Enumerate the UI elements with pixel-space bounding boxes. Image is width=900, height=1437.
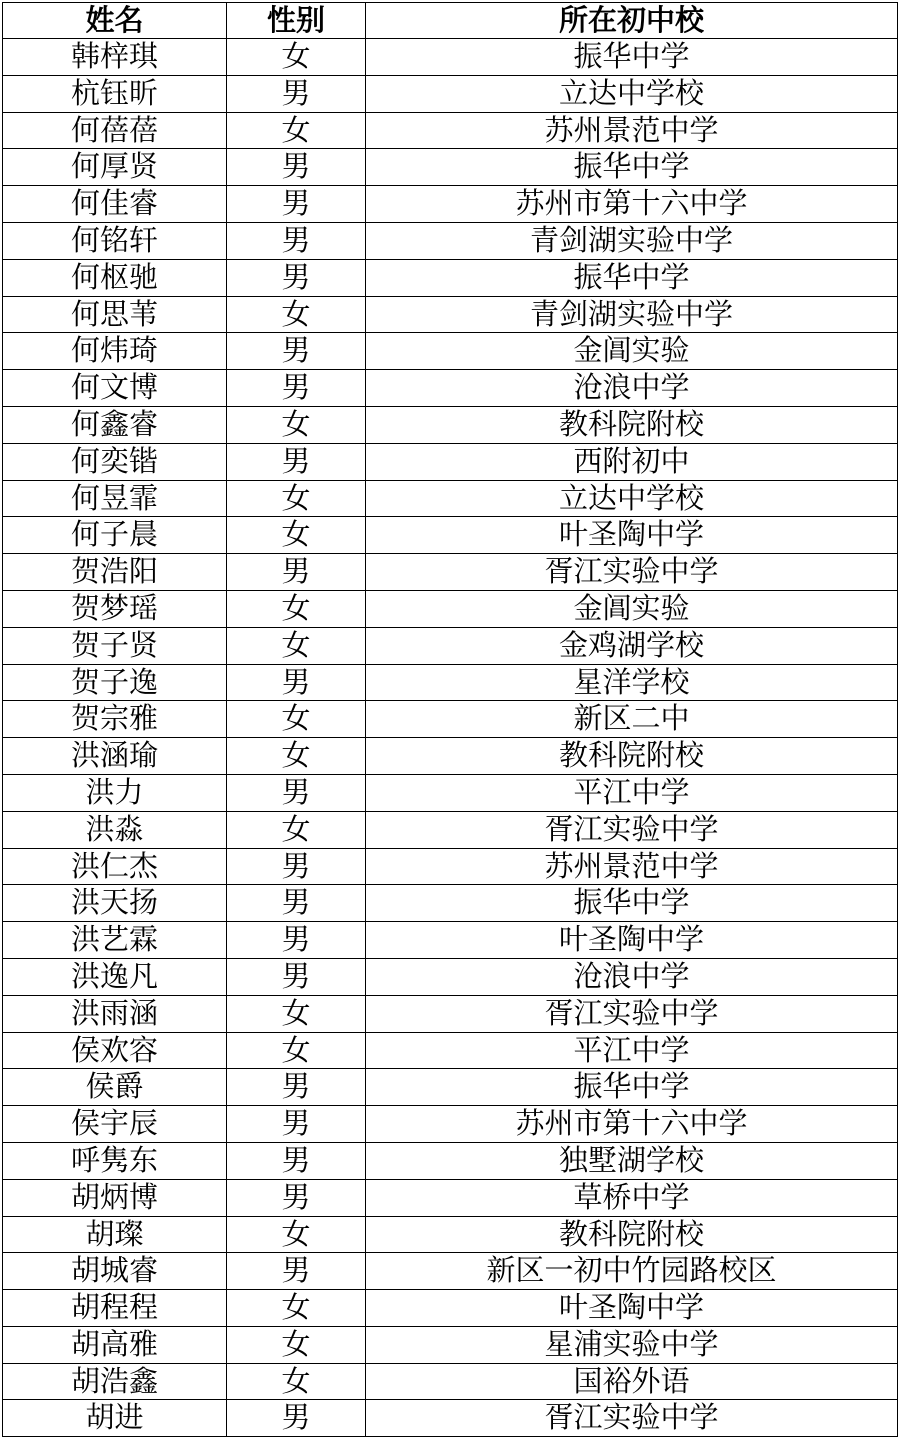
cell-name: 胡炳博 (3, 1179, 227, 1216)
cell-name: 何枢驰 (3, 259, 227, 296)
table-row (3, 1179, 898, 1216)
cell-name: 胡程程 (3, 1290, 227, 1327)
header-school: 所在初中校 (366, 3, 898, 39)
cell-gender: 男 (227, 1400, 366, 1437)
cell-school: 教科院附校 (366, 738, 898, 775)
cell-name: 韩梓琪 (3, 39, 227, 76)
cell-gender: 女 (227, 39, 366, 76)
cell-name: 何文博 (3, 370, 227, 407)
cell-name: 何思苇 (3, 296, 227, 333)
table-row (3, 738, 898, 775)
cell-gender: 男 (227, 958, 366, 995)
cell-school: 振华中学 (366, 149, 898, 186)
header-gender: 性别 (227, 3, 366, 39)
table-row (3, 958, 898, 995)
cell-gender: 男 (227, 1179, 366, 1216)
table-row (3, 1400, 898, 1437)
cell-school: 草桥中学 (366, 1179, 898, 1216)
cell-name: 何厚贤 (3, 149, 227, 186)
table-row (3, 554, 898, 591)
table-row (3, 1069, 898, 1106)
cell-gender: 男 (227, 149, 366, 186)
cell-name: 何子晨 (3, 517, 227, 554)
cell-school: 金阊实验 (366, 590, 898, 627)
cell-gender: 女 (227, 1363, 366, 1400)
table-row (3, 333, 898, 370)
cell-school: 独墅湖学校 (366, 1142, 898, 1179)
cell-gender: 男 (227, 1069, 366, 1106)
cell-gender: 女 (227, 480, 366, 517)
cell-school: 教科院附校 (366, 406, 898, 443)
cell-gender: 男 (227, 554, 366, 591)
cell-gender: 女 (227, 112, 366, 149)
cell-gender: 女 (227, 738, 366, 775)
cell-name: 洪仁杰 (3, 848, 227, 885)
cell-school: 星浦实验中学 (366, 1326, 898, 1363)
cell-school: 国裕外语 (366, 1363, 898, 1400)
table-row (3, 811, 898, 848)
cell-gender: 男 (227, 222, 366, 259)
cell-name: 洪逸凡 (3, 958, 227, 995)
cell-school: 胥江实验中学 (366, 554, 898, 591)
cell-name: 呼隽东 (3, 1142, 227, 1179)
cell-school: 苏州景范中学 (366, 848, 898, 885)
student-table (2, 2, 898, 1437)
cell-name: 侯爵 (3, 1069, 227, 1106)
table-row (3, 1032, 898, 1069)
cell-name: 洪雨涵 (3, 995, 227, 1032)
cell-gender: 男 (227, 443, 366, 480)
cell-school: 苏州市第十六中学 (366, 186, 898, 223)
cell-name: 贺浩阳 (3, 554, 227, 591)
cell-name: 贺梦瑶 (3, 590, 227, 627)
cell-name: 何铭轩 (3, 222, 227, 259)
cell-name: 胡璨 (3, 1216, 227, 1253)
table-row (3, 922, 898, 959)
cell-name: 胡高雅 (3, 1326, 227, 1363)
cell-name: 洪淼 (3, 811, 227, 848)
cell-name: 贺子逸 (3, 664, 227, 701)
cell-name: 杭钰昕 (3, 75, 227, 112)
table-row (3, 1142, 898, 1179)
header-row (3, 3, 898, 39)
cell-name: 贺宗雅 (3, 701, 227, 738)
cell-school: 沧浪中学 (366, 958, 898, 995)
cell-name: 何炜琦 (3, 333, 227, 370)
cell-name: 何佳睿 (3, 186, 227, 223)
table-row (3, 1326, 898, 1363)
cell-school: 沧浪中学 (366, 370, 898, 407)
cell-gender: 男 (227, 186, 366, 223)
cell-school: 青剑湖实验中学 (366, 296, 898, 333)
table-row (3, 995, 898, 1032)
cell-gender: 男 (227, 75, 366, 112)
table-row (3, 370, 898, 407)
table-row (3, 186, 898, 223)
cell-gender: 女 (227, 590, 366, 627)
cell-gender: 男 (227, 664, 366, 701)
table-row (3, 1106, 898, 1143)
cell-gender: 男 (227, 370, 366, 407)
cell-gender: 女 (227, 995, 366, 1032)
cell-name: 何鑫睿 (3, 406, 227, 443)
table-row (3, 774, 898, 811)
table-row (3, 259, 898, 296)
cell-school: 星洋学校 (366, 664, 898, 701)
cell-school: 平江中学 (366, 774, 898, 811)
cell-school: 叶圣陶中学 (366, 922, 898, 959)
cell-gender: 女 (227, 1216, 366, 1253)
cell-gender: 女 (227, 811, 366, 848)
cell-school: 金鸡湖学校 (366, 627, 898, 664)
cell-school: 振华中学 (366, 39, 898, 76)
header-name: 姓名 (3, 3, 227, 39)
table-row (3, 149, 898, 186)
cell-name: 洪天扬 (3, 885, 227, 922)
cell-name: 洪力 (3, 774, 227, 811)
table-row (3, 222, 898, 259)
cell-school: 金阊实验 (366, 333, 898, 370)
cell-school: 立达中学校 (366, 480, 898, 517)
table-row (3, 1216, 898, 1253)
cell-school: 苏州景范中学 (366, 112, 898, 149)
table-row (3, 480, 898, 517)
cell-school: 叶圣陶中学 (366, 1290, 898, 1327)
cell-gender: 男 (227, 922, 366, 959)
cell-name: 何蓓蓓 (3, 112, 227, 149)
table-row (3, 296, 898, 333)
table-row (3, 627, 898, 664)
cell-name: 何昱霏 (3, 480, 227, 517)
cell-name: 何奕锴 (3, 443, 227, 480)
table-row (3, 664, 898, 701)
table-row (3, 701, 898, 738)
cell-name: 洪涵瑜 (3, 738, 227, 775)
cell-name: 贺子贤 (3, 627, 227, 664)
cell-gender: 女 (227, 517, 366, 554)
table-row (3, 75, 898, 112)
cell-school: 胥江实验中学 (366, 995, 898, 1032)
cell-gender: 女 (227, 1290, 366, 1327)
cell-school: 苏州市第十六中学 (366, 1106, 898, 1143)
cell-gender: 女 (227, 627, 366, 664)
cell-gender: 男 (227, 259, 366, 296)
cell-gender: 男 (227, 774, 366, 811)
cell-gender: 女 (227, 406, 366, 443)
table-row (3, 1253, 898, 1290)
cell-gender: 男 (227, 1253, 366, 1290)
cell-school: 胥江实验中学 (366, 1400, 898, 1437)
table-row (3, 590, 898, 627)
cell-name: 侯欢容 (3, 1032, 227, 1069)
cell-name: 侯宇辰 (3, 1106, 227, 1143)
cell-school: 平江中学 (366, 1032, 898, 1069)
cell-school: 立达中学校 (366, 75, 898, 112)
cell-name: 胡浩鑫 (3, 1363, 227, 1400)
cell-school: 振华中学 (366, 259, 898, 296)
table-row (3, 517, 898, 554)
cell-name: 洪艺霖 (3, 922, 227, 959)
table-body (3, 39, 898, 1437)
cell-name: 胡进 (3, 1400, 227, 1437)
table-row (3, 112, 898, 149)
cell-school: 叶圣陶中学 (366, 517, 898, 554)
cell-school: 振华中学 (366, 885, 898, 922)
cell-school: 新区二中 (366, 701, 898, 738)
cell-gender: 男 (227, 885, 366, 922)
table-row (3, 406, 898, 443)
cell-gender: 男 (227, 848, 366, 885)
table-row (3, 1363, 898, 1400)
cell-school: 青剑湖实验中学 (366, 222, 898, 259)
table-row (3, 885, 898, 922)
cell-gender: 男 (227, 333, 366, 370)
table-row (3, 848, 898, 885)
cell-gender: 男 (227, 1106, 366, 1143)
cell-gender: 女 (227, 1326, 366, 1363)
table-row (3, 443, 898, 480)
cell-school: 教科院附校 (366, 1216, 898, 1253)
cell-name: 胡城睿 (3, 1253, 227, 1290)
cell-school: 新区一初中竹园路校区 (366, 1253, 898, 1290)
cell-gender: 女 (227, 701, 366, 738)
cell-gender: 女 (227, 1032, 366, 1069)
cell-school: 西附初中 (366, 443, 898, 480)
cell-school: 胥江实验中学 (366, 811, 898, 848)
cell-gender: 男 (227, 1142, 366, 1179)
table-row (3, 39, 898, 76)
cell-gender: 女 (227, 296, 366, 333)
cell-school: 振华中学 (366, 1069, 898, 1106)
table-row (3, 1290, 898, 1327)
